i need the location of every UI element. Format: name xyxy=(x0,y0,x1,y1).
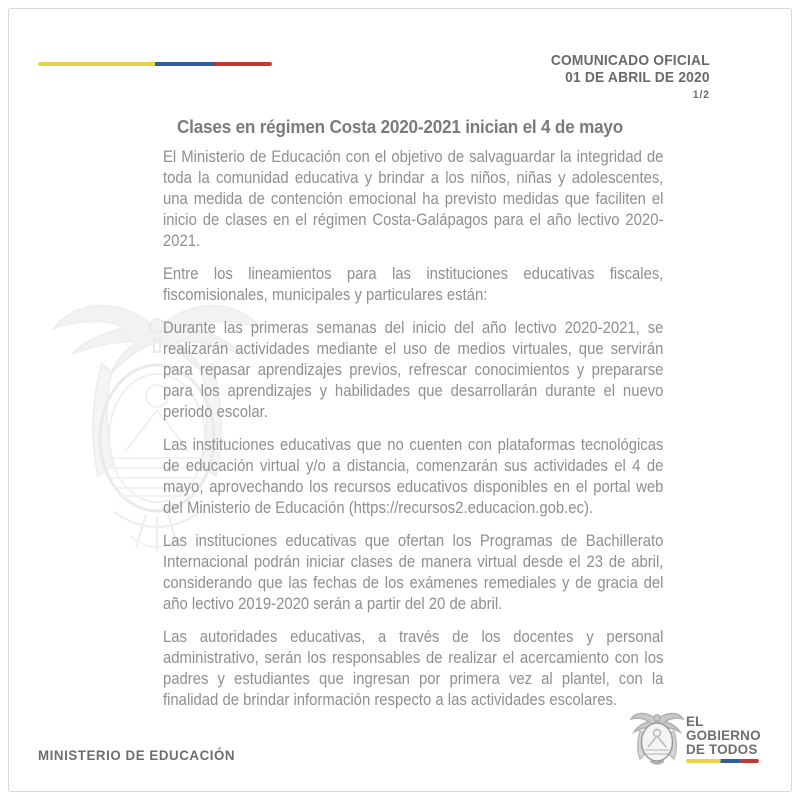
logo-line-el: EL xyxy=(686,713,704,729)
paragraph-5: Las instituciones educativas que ofertan los Programas de Bachillerato Internacional podrán iniciar clases de manera virtual desde el 23 de abril, considerando que las fechas de los exámenes remediales y de gracia del año lectivo 2019-2020 serán a partir del 20 de abril. xyxy=(163,532,664,613)
paragraph-4: Las instituciones educativas que no cuenten con plataformas tecnológicas de educación virtual y/o a distancia, comenzarán sus actividades el 4 de mayo, aprovechando los recursos educativos disponibles en el portal web del Ministerio de Educación (https://recursos2.educacion.gob.ec). xyxy=(163,436,664,517)
paragraph-2: Entre los lineamientos para las instituciones educativas fiscales, fiscomisionales, municipales y particulares están: xyxy=(163,265,664,304)
flag-red-segment xyxy=(214,62,273,66)
logo-flag-red-segment xyxy=(741,759,759,763)
paragraph-3: Durante las primeras semanas del inicio del año lectivo 2020-2021, se realizarán actividades mediante el uso de medios virtuales, que servirán para repasar aprendizajes previos, refrescar conocimientos y prepararse para los aprendizajes y habilidades que desarrollarán durante el nuevo periodo escolar. xyxy=(163,319,664,421)
ministry-label: MINISTERIO DE EDUCACIÓN xyxy=(38,747,236,763)
body-copy xyxy=(163,147,663,723)
flag-yellow-segment xyxy=(38,62,155,66)
logo-flag-stripe xyxy=(686,759,759,763)
logo-flag-yellow-segment xyxy=(686,759,721,763)
flag-blue-segment xyxy=(155,62,214,66)
page-indicator: 1/2 xyxy=(693,89,710,101)
logo-line-de-todos: DE TODOS xyxy=(686,741,758,757)
header-meta xyxy=(551,52,710,101)
logo-line-gobierno: GOBIERNO xyxy=(686,727,761,743)
headline: Clases en régimen Costa 2020-2021 inician el 4 de mayo xyxy=(177,117,623,137)
paragraph-1: El Ministerio de Educación con el objetivo de salvaguardar la integridad de toda la comunidad educativa y brindar a los niños, niñas y adolescentes, una medida de contención emocional ha previsto medidas que faciliten el inicio de clases en el régimen Costa-Galápagos para el año lectivo 2020-2021. xyxy=(163,148,664,250)
date-label: 01 DE ABRIL DE 2020 xyxy=(565,69,710,86)
ecuador-flag-stripe xyxy=(38,62,272,66)
government-logo-text xyxy=(686,709,761,763)
logo-flag-blue-segment xyxy=(721,759,741,763)
comunicado-label: COMUNICADO OFICIAL xyxy=(551,52,710,69)
paragraph-6: Las autoridades educativas, a través de los docentes y personal administrativo, serán los responsables de realizar el acercamiento con los padres y estudiantes que ingresan por primera vez al plantel, con la finalidad de brindar información respecto a las actividades escolares. xyxy=(163,628,664,709)
